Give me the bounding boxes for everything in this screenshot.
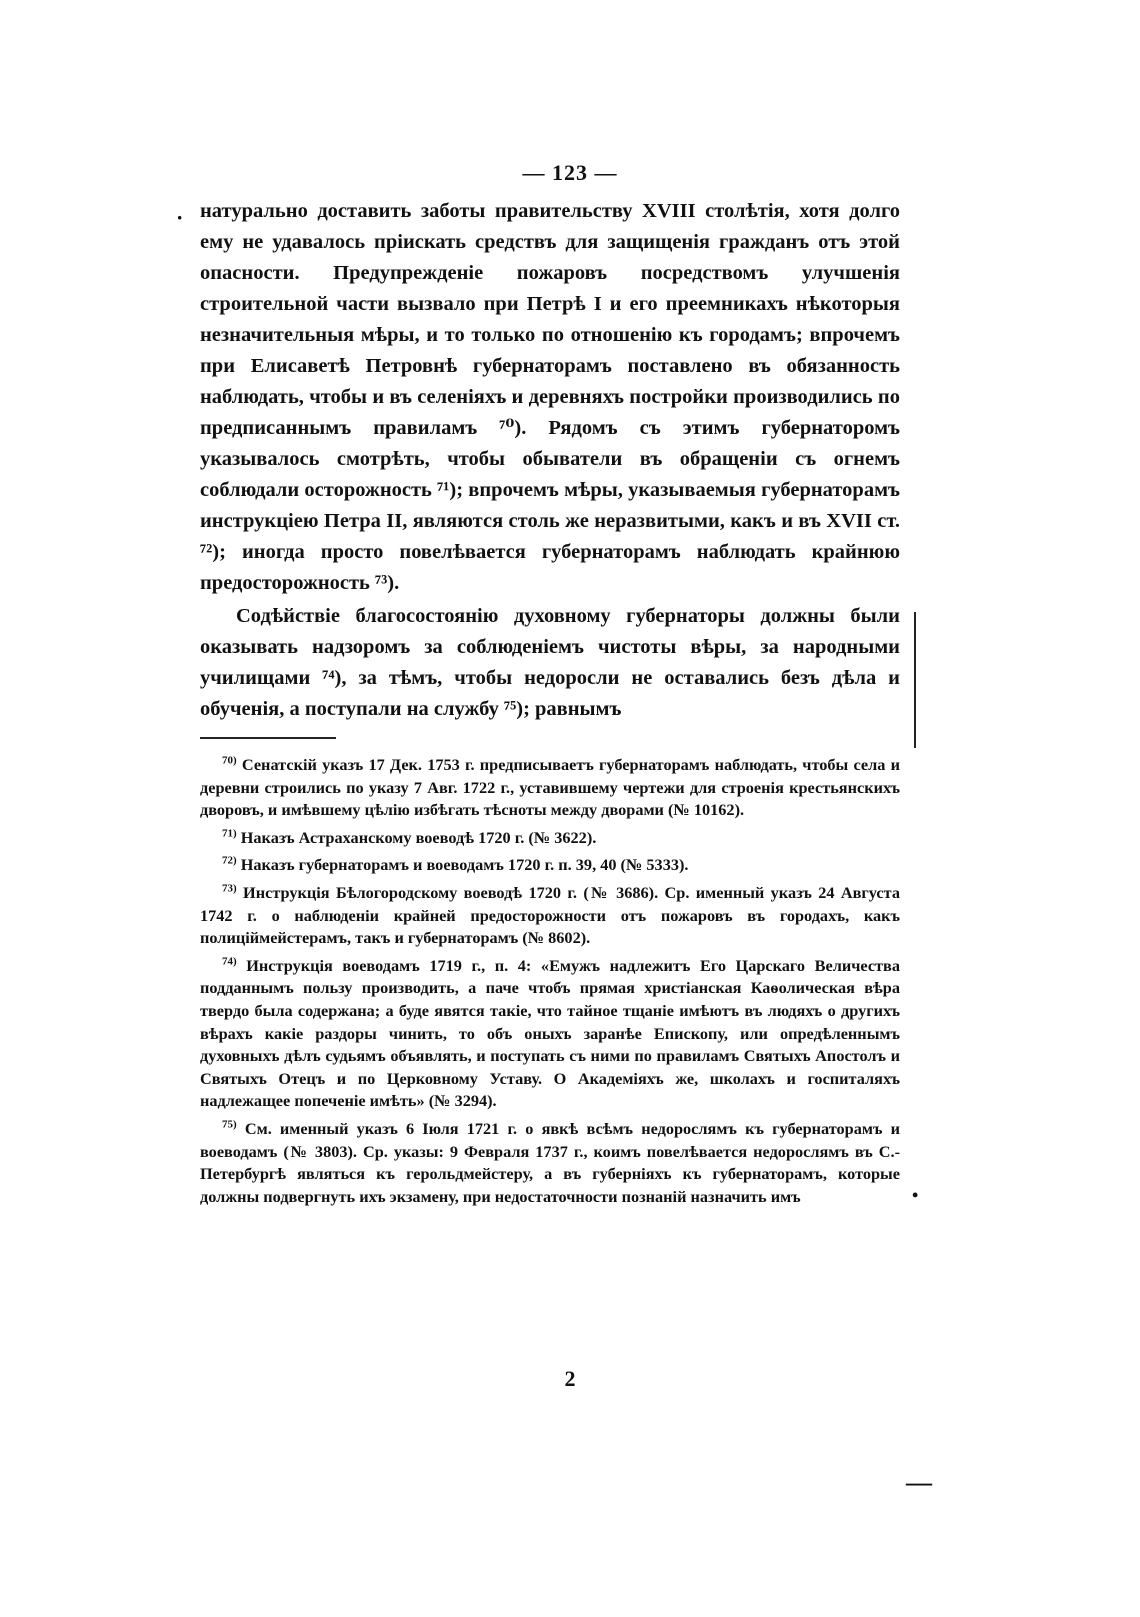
corner-dash-mark: — xyxy=(906,1468,932,1497)
footnote-71 xyxy=(200,827,900,850)
paragraph-1: натурально доставить заботы правительству XVIII столѣтія, хотя долго ему не удавалось пріискать средствъ для защищенія гражданъ отъ этой опасности. Предупрежденіе пожаровъ посредствомъ улучшенія строительной части вызвало при Петрѣ I и его преемникахъ нѣкоторыя незначительныя мѣры, и то только по отношенію къ городамъ; впрочемъ при Елисаветѣ Петровнѣ губернаторамъ поставлено въ обязанность наблюдать, чтобы и въ селеніяхъ и деревняхъ постройки производились по предписаннымъ правиламъ ⁷⁰). Рядомъ съ этимъ губернаторомъ указывалось смотрѣть, чтобы обыватели въ обращеніи съ огнемъ соблюдали осторожность ⁷¹); впрочемъ мѣры, указываемыя губернаторамъ инструкціею Петра II, являются столь же неразвитыми, какъ и въ XVII ст. ⁷²); иногда просто повелѣвается губернаторамъ наблюдать крайнюю предосторожность ⁷³). xyxy=(200,200,900,594)
footnote-number: 75) xyxy=(222,1118,237,1131)
footnote-72 xyxy=(200,854,900,877)
footnote-number: 70) xyxy=(222,754,237,767)
page-number: — 123 — xyxy=(522,160,618,185)
margin-bracket-mark xyxy=(914,612,922,748)
paragraph-2: Содѣйствіе благосостоянію духовному губернаторы должны были оказывать надзоромъ за соблюденіемъ чистоты вѣры, за народными училищами ⁷⁴), за тѣмъ, чтобы недоросли не оставались безъ дѣла и обученія, а поступали на службу ⁷⁵); равнымъ xyxy=(200,605,900,720)
signature-mark: 2 xyxy=(564,1366,576,1391)
footnote-text: См. именный указъ 6 Іюля 1721 г. о явкѣ всѣмъ недорослямъ къ губернаторамъ и воеводамъ (№ 3803). Ср. указы: 9 Февраля 1737 г., коимъ повелѣвается недорослямъ въ С.-Петербургѣ являться къ герольдмейстеру, а въ губерніяхъ къ губернаторамъ, которые должны подвергнуть ихъ экзамену, при недостаточности познаній назначить имъ xyxy=(200,1118,900,1206)
footnote-number: 74) xyxy=(222,955,237,968)
main-text xyxy=(200,196,900,725)
footnote-73 xyxy=(200,882,900,950)
footnote-text: Сенатскій указъ 17 Дек. 1753 г. предписываетъ губернаторамъ наблюдать, чтобы села и деревни строились по указу 7 Авг. 1722 г., уставившему чертежи для строенія крестьянскихъ дворовъ, и имѣвшему цѣлію избѣгать тѣсноты между дворами (№ 10162). xyxy=(200,755,900,820)
footnote-text: Инструкція воеводамъ 1719 г., п. 4: «Емужъ надлежитъ Его Царскаго Величества подданнымъ пользу производить, а паче чтобъ прямая христіанская Каѳолическая вѣра твердо была содержана; а буде явятся такіе, что тайное тщаніе имѣютъ въ людяхъ о другихъ вѣрахъ какіе раздоры чинить, то объ оныхъ заранѣе Епископу, или опредѣленнымъ духовныхъ дѣлъ судьямъ объявлять, и поступать съ ними по правиламъ Святыхъ Апостолъ и Святыхъ Отецъ и по Церковному Уставу. О Академіяхъ же, школахъ и госпиталяхъ надлежащее попеченіе имѣть» (№ 3294). xyxy=(200,955,900,1111)
footnote-number: 73) xyxy=(222,882,237,895)
footnote-number: 72) xyxy=(222,854,237,867)
footnote-text: Наказъ Астраханскому воеводѣ 1720 г. (№ 3622). xyxy=(240,827,597,847)
footnote-74 xyxy=(200,955,900,1113)
footnotes xyxy=(200,754,900,1213)
footnote-text: Инструкція Бѣлогородскому воеводѣ 1720 г. (№ 3686). Ср. именный указъ 24 Августа 1742 г. о наблюденіи крайней предосторожности отъ пожаровъ въ городахъ, какъ полиціймейстерамъ, такъ и губернаторамъ (№ 8602). xyxy=(200,882,900,948)
margin-dot-mark: · xyxy=(176,205,184,230)
margin-bullet-mark: • xyxy=(912,1185,919,1205)
footnote-text: Наказъ губернаторамъ и воеводамъ 1720 г. п. 39, 40 (№ 5333). xyxy=(240,855,689,875)
footnote-number: 71) xyxy=(222,827,237,840)
footnote-separator-rule xyxy=(200,737,336,739)
footnote-75 xyxy=(200,1118,900,1208)
footnote-70 xyxy=(200,754,900,822)
